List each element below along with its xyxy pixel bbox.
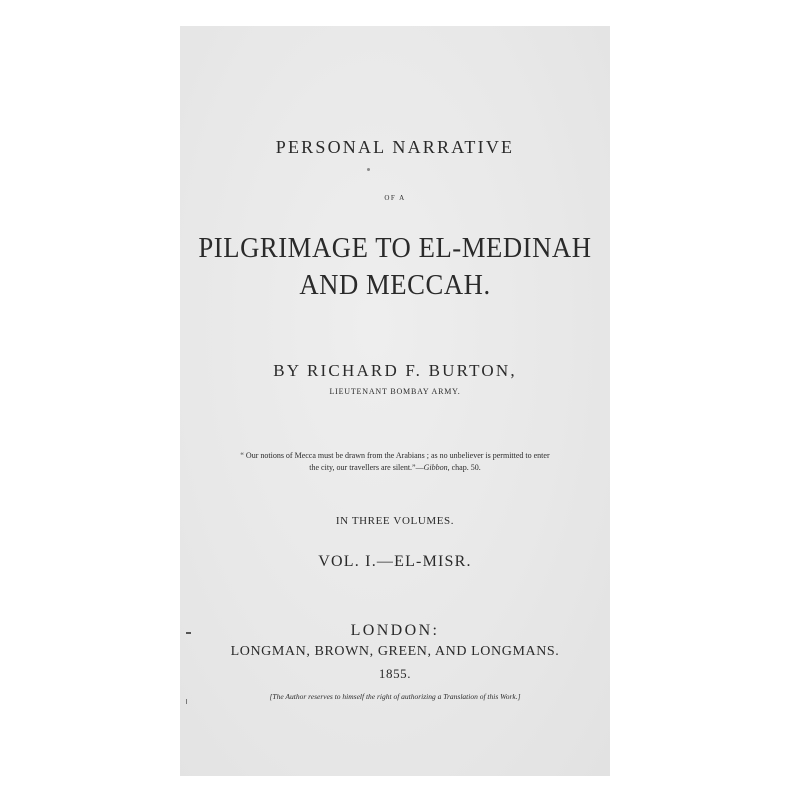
publication-place: LONDON: [350,622,440,639]
rights-notice: [The Author reserves to himself the right of authorizing a Translation of this Work.] [269,692,521,701]
publication-year: 1855. [378,666,412,681]
author-rank: LIEUTENANT BOMBAY ARMY. [329,387,461,396]
title-connector: OF A [384,194,406,202]
volume-count: IN THREE VOLUMES. [335,515,455,527]
epigraph-line-2 [180,463,610,472]
title-page [180,26,610,776]
epigraph-line-1: “ Our notions of Mecca must be drawn from the Arabians ; as no unbeliever is permitted to enter [240,451,550,460]
title-line-1: PERSONAL NARRATIVE [275,137,515,157]
speck-mark [367,168,370,171]
publisher-name: LONGMAN, BROWN, GREEN, AND LONGMANS. [230,644,560,659]
epigraph-citation-name: Gibbon [423,463,448,472]
author-line: BY RICHARD F. BURTON, [273,361,517,380]
volume-title: VOL. I.—EL-MISR. [318,553,472,570]
epigraph-citation-rest: , chap. 50. [447,463,481,472]
title-line-2: PILGRIMAGE TO EL-MEDINAH [198,232,592,264]
epigraph-line-2-text: the city, our travellers are silent.”— [309,463,424,472]
title-line-3: AND MECCAH. [299,269,491,301]
